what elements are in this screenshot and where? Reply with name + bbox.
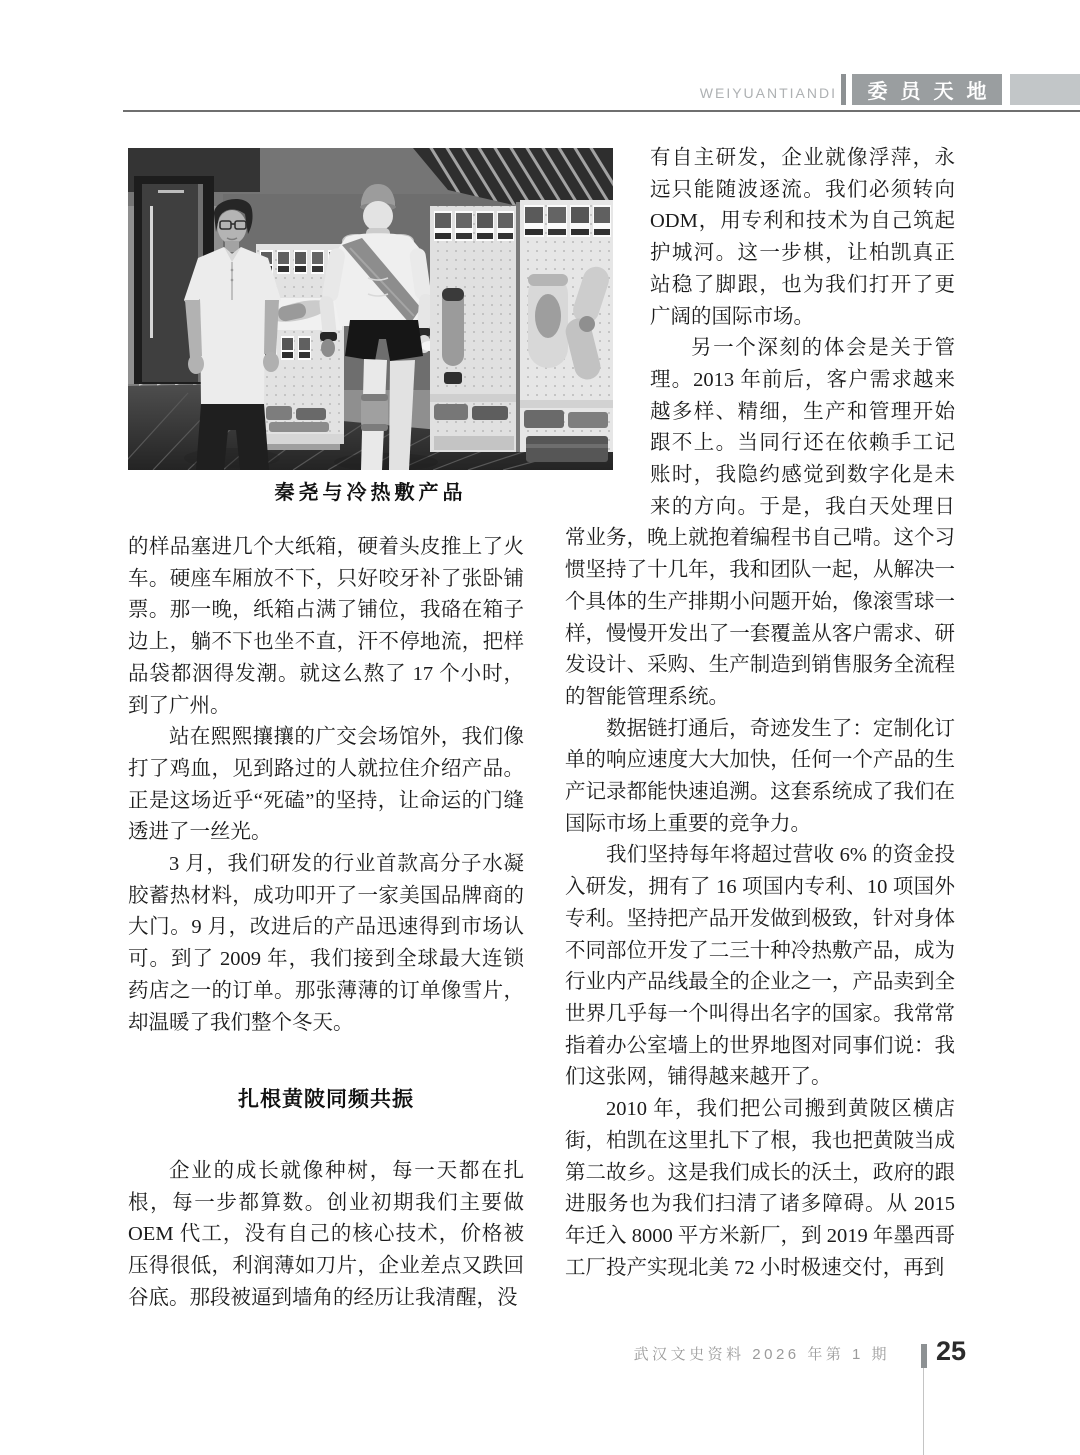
paragraph: 有自主研发，企业就像浮萍，永远只能随波逐流。我们必须转向 ODM，用专利和技术为自己筑起护城河。这一步棋，让柏凯真正站稳了脚跟，也为我们打开了更广阔的国际市场。 (650, 147, 955, 328)
footer-vertical-line (923, 1368, 924, 1455)
section-title: 委员天地 (867, 81, 1000, 103)
right-column (565, 143, 955, 1284)
header-rule (123, 110, 1080, 112)
paragraph: 2010 年，我们把公司搬到黄陂区横店街，柏凯在这里扎下了根，我也把黄陂当成第二故乡。这是我们成长的沃土，政府的跟进服务也为我们扫清了诸多障碍。从 2015 年迁入 8000 平方米新厂，到 2019 年墨西哥工厂投产实现北美 72 小时极速交付，再到 (565, 1098, 955, 1279)
header-divider-bar (841, 74, 846, 105)
left-column (128, 532, 524, 1314)
paragraph: 另一个深刻的体会是关于管理。2013 年前后，客户需求越来越多样、精细，生产和管理开始跟不上。当同行还在依赖手工记账时，我隐约感觉到数字化是未来的方向。于是，我白天处理日常业务，晚上就抱着编程书自己啃。这个习惯坚持了十几年，我和团队一起，从解决一个具体的生产排期小问题开始，像滚雪球一样，慢慢开发出了一套覆盖从客户需求、研发设计、采购、生产制造到销售服务全流程的智能管理系统。 (565, 337, 955, 708)
section-subheading: 扎根黄陂同频共振 (238, 1088, 414, 1112)
paragraph: 的样品塞进几个大纸箱，硬着头皮推上了火车。硬座车厢放不下，只好咬牙补了张卧铺票。那一晚，纸箱占满了铺位，我硌在箱子边上，躺不下也坐不直，汗不停地流，把样品袋都洇得发潮。就这么熬了 17 个小时，到了广州。 (128, 536, 524, 717)
header-decoration-box (1010, 74, 1080, 105)
page-number: 25 (936, 1336, 967, 1366)
photo-intrusion-spacer (565, 143, 650, 518)
article-photo (128, 148, 613, 470)
paragraph: 站在熙熙攘攘的广交会场馆外，我们像打了鸡血，见到路过的人就拉住介绍产品。正是这场近乎“死磕”的坚持，让命运的门缝透进了一丝光。 (128, 726, 524, 844)
paragraph: 3 月，我们研发的行业首款高分子水凝胶蓄热材料，成功叩开了一家美国品牌商的大门。9 月，改进后的产品迅速得到市场认可。到了 2009 年，我们接到全球最大连锁药店之一的订单。那张薄薄的订单像雪片，却温暖了我们整个冬天。 (128, 853, 524, 1034)
knee-sleeve-product (528, 274, 568, 368)
paragraph: 数据链打通后，奇迹发生了：定制化订单的响应速度大大加快，任何一个产品的生产记录都能快速追溯。这套系统成了我们在国际市场上重要的竞争力。 (565, 717, 955, 835)
footer-journal-line: 武汉文史资料 2026 年第 1 期 (633, 1346, 890, 1363)
photo-illustration (128, 148, 613, 470)
photo-caption: 秦尧与冷热敷产品 (274, 482, 467, 504)
footer-accent-bar (921, 1344, 927, 1368)
paragraph: 企业的成长就像种树，每一天都在扎根，每一步都算数。创业初期我们主要做 OEM 代工，没有自己的核心技术，价格被压得很低，利润薄如刀片，企业差点又跌回谷底。那段被逼到墙角的经历让我清醒，没 (128, 1159, 524, 1309)
header-eyebrow: WEIYUANTIANDI (699, 85, 837, 101)
section-title-box (852, 74, 1002, 105)
paragraph: 我们坚持每年将超过营收 6% 的资金投入研发，拥有了 16 项国内专利、10 项国外专利。坚持把产品开发做到极致，针对身体不同部位开发了二三十种冷热敷产品，成为行业内产品线最全的企业之一，产品卖到全世界几乎每一个叫得出名字的国家。我常常指着办公室墙上的世界地图对同事们说：我们这张网，铺得越来越开了。 (565, 844, 955, 1089)
